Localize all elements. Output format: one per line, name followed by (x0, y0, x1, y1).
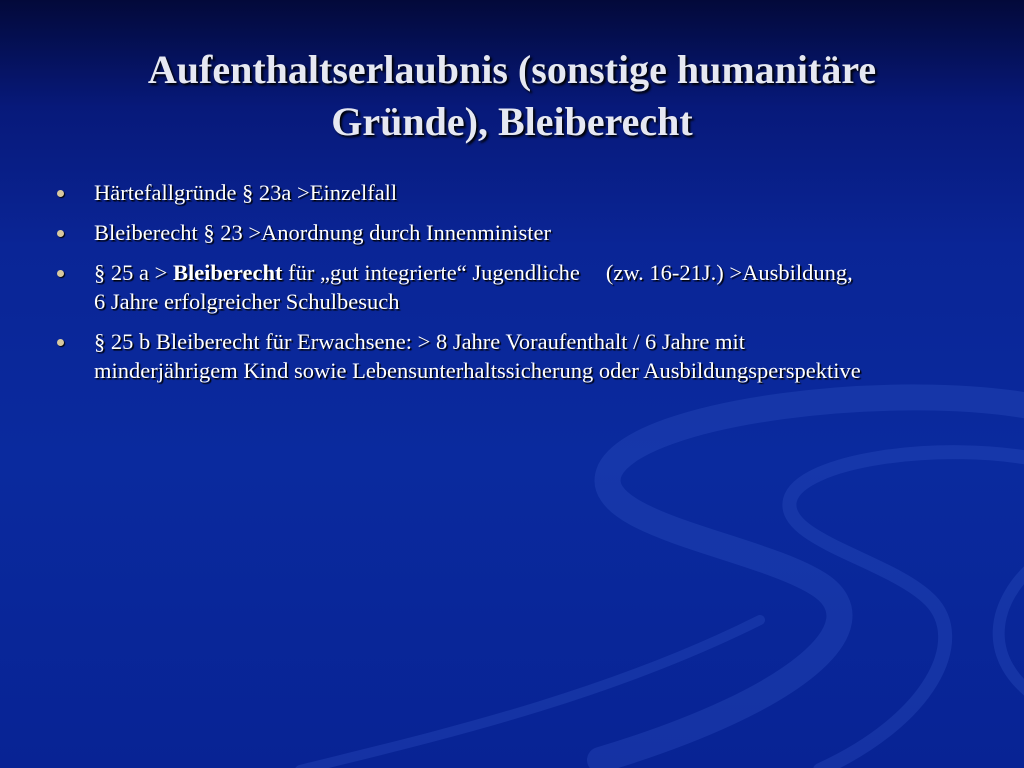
bullet-text: Bleiberecht § 23 >Anordnung durch Innenminister (94, 220, 551, 245)
bullet-text-pre: § 25 a > (94, 260, 173, 285)
bullet-dot-icon (57, 270, 64, 277)
slide-title-line-2: Gründe), Bleiberecht (331, 99, 693, 144)
bullet-text-bold: Bleiberecht (172, 260, 283, 285)
bullet-item-25a (56, 258, 986, 316)
bullet-text-line-1: § 25 b Bleiberecht für Erwachsene: > 8 Jahre Voraufenthalt / 6 Jahre mit (94, 329, 746, 354)
bullet-dot-icon (57, 190, 64, 197)
bullet-list (56, 178, 986, 396)
slide-title (40, 44, 984, 148)
bullet-dot-icon (57, 339, 64, 346)
bullet-text-post: für „gut integrierte“ Jugendliche (282, 260, 580, 285)
bullet-text-line-2: minderjährigem Kind sowie Lebensunterhaltssicherung oder Ausbildungsperspektive (94, 358, 861, 383)
bullet-item-haertefall (56, 178, 986, 207)
bullet-text-post-2: (zw. 16-21J.) >Ausbildung, (605, 260, 853, 285)
slide-title-line-1: Aufenthaltserlaubnis (sonstige humanitäre (147, 47, 877, 92)
bullet-item-bleiberecht-23 (56, 218, 986, 247)
bullet-text-line-2: 6 Jahre erfolgreicher Schulbesuch (94, 289, 400, 314)
bullet-item-25b (56, 327, 986, 385)
bullet-dot-icon (57, 230, 64, 237)
bullet-text: Härtefallgründe § 23a >Einzelfall (94, 180, 398, 205)
